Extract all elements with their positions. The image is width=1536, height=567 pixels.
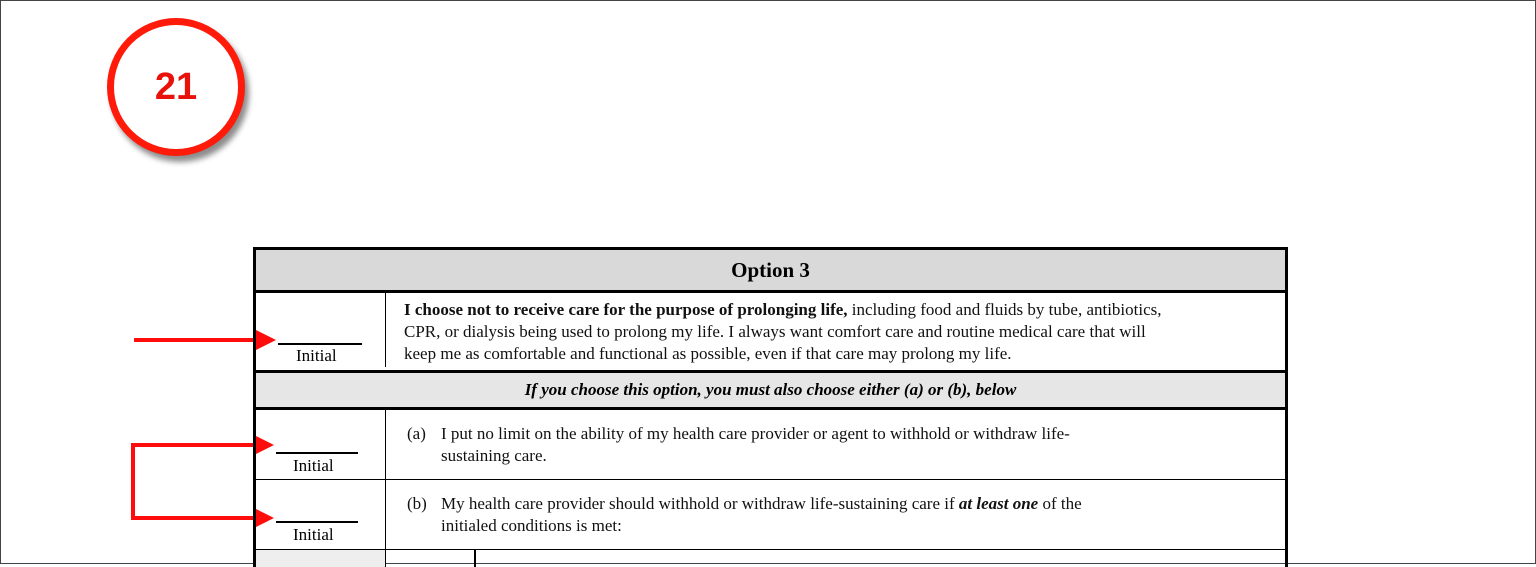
choice-a-row [256, 410, 1285, 480]
choose-a-or-b-instruction: If you choose this option, you must also choose either (a) or (b), below [256, 370, 1285, 410]
statement-bold: I choose not to receive care for the purpose of prolonging life, [404, 300, 848, 319]
step-number-badge [107, 18, 245, 156]
choice-b-initial-cell[interactable] [256, 480, 386, 549]
option-3-statement: I choose not to receive care for the purpose of prolonging life, including food and fluids by tube, antibiotics, CPR, or dialysis being used to prolong my life. I always want comfort care and routine medical care that will keep me as comfortable and functional as possible, even if that care may prolong my life. [404, 300, 1162, 363]
option-title: Option 3 [256, 250, 1285, 293]
choice-a-initial-cell[interactable] [256, 410, 386, 479]
option-3-initial-cell[interactable] [256, 293, 386, 367]
choice-a-text: (a) I put no limit on the ability of my health care provider or agent to withhold or withdraw life- sustaining care. [407, 424, 1070, 465]
column-divider [474, 550, 476, 567]
initial-signature-line[interactable] [276, 452, 358, 454]
initial-label: Initial [293, 456, 334, 475]
emphasis-at-least-one: at least one [958, 494, 1039, 513]
initial-label: Initial [296, 346, 337, 365]
choice-b-row [256, 480, 1285, 550]
option-3-form [253, 247, 1288, 567]
initial-signature-line[interactable] [276, 521, 358, 523]
option-3-row [256, 293, 1285, 367]
conditions-row-partial [256, 550, 1285, 567]
choice-b-text: (b) My health care provider should withhold or withdraw life-sustaining care if at least one of the initialed conditions is met: [407, 494, 1082, 535]
step-number: 21 [154, 65, 198, 108]
initial-signature-line[interactable] [278, 343, 362, 345]
initial-label: Initial [293, 525, 334, 544]
